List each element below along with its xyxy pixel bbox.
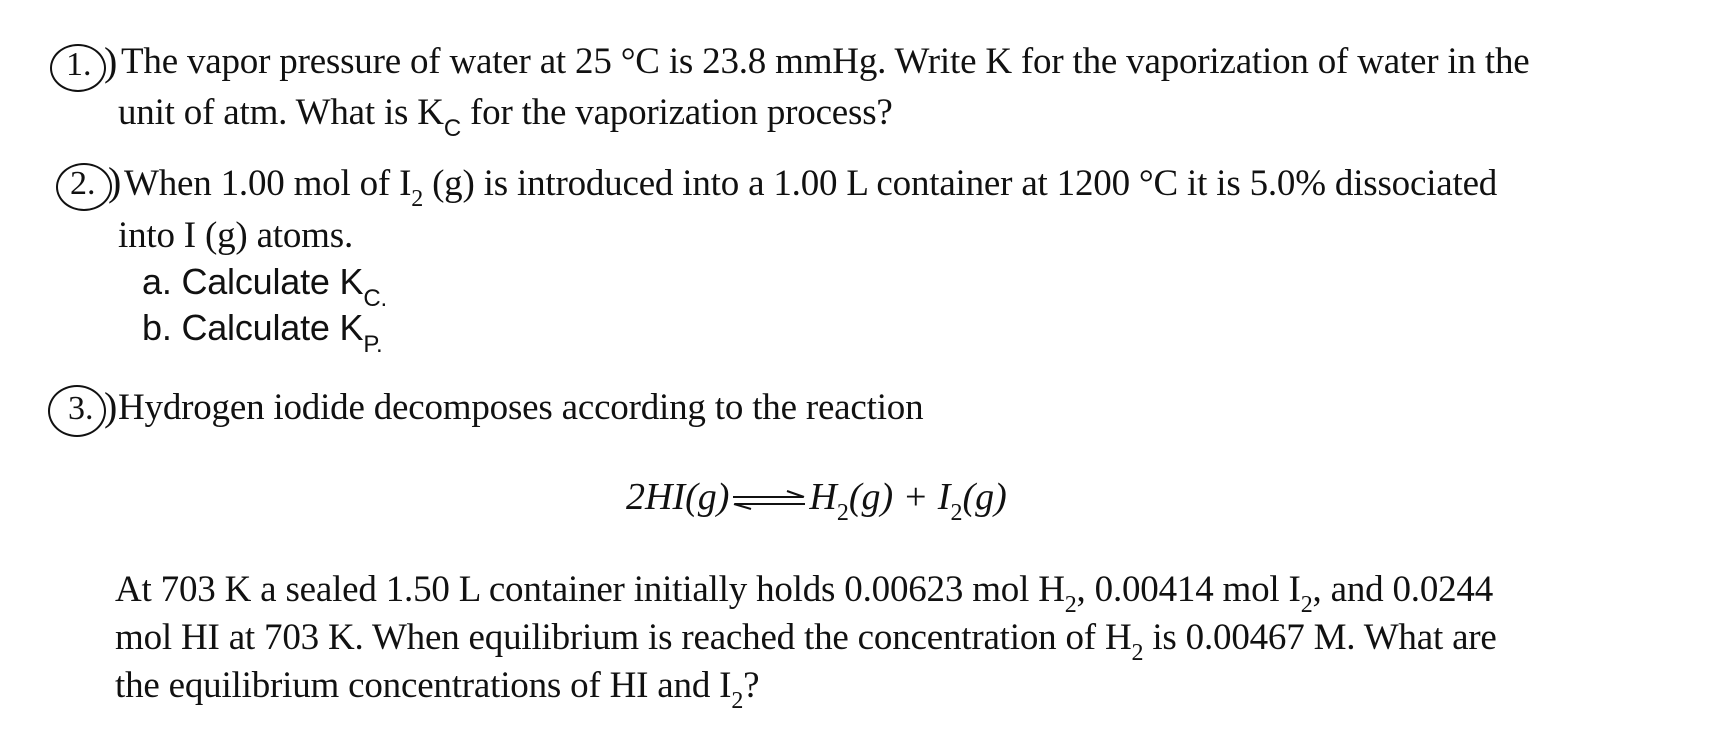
question-1-line-2-a: unit of atm. What is K <box>118 92 444 133</box>
reaction-equation <box>626 475 1007 526</box>
question-2-part-a-text: Calculate K <box>181 261 364 302</box>
equation-i2-subscript: 2 <box>950 500 963 526</box>
question-1-line-2 <box>118 91 893 142</box>
question-2-part-b-subscript: P. <box>363 331 383 358</box>
question-3-para-line-2-subscript: 2 <box>1131 640 1144 666</box>
question-2-line-1-b: (g) is introduced into a 1.00 L container at 1200 °C it is 5.0% dissociated <box>423 163 1498 204</box>
question-3-para-line-2 <box>115 616 1497 666</box>
question-3-para-line-1-c: , and 0.0244 <box>1312 569 1494 610</box>
question-2-part-b <box>142 306 383 358</box>
question-1-number: 1. <box>66 46 92 83</box>
question-1-line-1: The vapor pressure of water at 25 °C is 23.8 mmHg. Write K for the vaporization of water in the <box>121 41 1530 82</box>
question-3-para-h2-subscript: 2 <box>1064 592 1077 618</box>
question-3-para-line-2-a: mol HI at 703 K. When equilibrium is reached the concentration of H <box>115 617 1132 658</box>
question-2-i2-subscript: 2 <box>411 186 424 212</box>
question-1-kc-subscript: C <box>443 115 461 142</box>
question-2-number: 2. <box>70 165 96 202</box>
question-2-line-2: into I (g) atoms. <box>118 215 354 256</box>
question-3-para-line-1 <box>115 568 1494 618</box>
question-2-paren: ) <box>108 159 122 204</box>
equation-product-end: (g) <box>962 476 1007 518</box>
question-3-para-line-2-b: is 0.00467 M. What are <box>1143 617 1497 658</box>
question-1-line-2-b: for the vaporization process? <box>460 92 893 133</box>
question-2-line-1 <box>124 162 1498 212</box>
question-2-part-b-text: Calculate K <box>181 307 364 348</box>
question-2-part-b-label: b. <box>142 307 172 348</box>
equilibrium-arrows-icon <box>731 490 807 510</box>
equation-h2-subscript: 2 <box>836 500 849 526</box>
question-3-para-line-3-b: ? <box>743 665 760 706</box>
question-1-paren: ) <box>104 39 118 84</box>
question-3-para-line-3-a: the equilibrium concentrations of HI and I <box>115 665 732 706</box>
question-3-para-line-3-subscript: 2 <box>731 688 744 714</box>
question-3-para-i2-subscript: 2 <box>1300 592 1313 618</box>
question-3-line-1: Hydrogen iodide decomposes according to the reaction <box>118 387 924 428</box>
equation-reactants: 2HI(g) <box>626 476 730 518</box>
question-3-paren: ) <box>104 384 118 429</box>
equation-product-middle: (g) + I <box>848 476 951 518</box>
question-3-para-line-1-b: , 0.00414 mol I <box>1076 569 1301 610</box>
question-2-part-a-label: a. <box>142 261 172 302</box>
question-2-part-a <box>142 260 387 312</box>
equation-product-h2: H <box>809 476 837 518</box>
question-2-line-1-a: When 1.00 mol of I <box>124 163 412 204</box>
question-3-number: 3. <box>68 390 94 427</box>
question-3-para-line-1-a: At 703 K a sealed 1.50 L container initially holds 0.00623 mol H <box>115 569 1065 610</box>
question-2-part-a-subscript: C. <box>363 285 387 312</box>
question-3-para-line-3 <box>115 664 760 714</box>
